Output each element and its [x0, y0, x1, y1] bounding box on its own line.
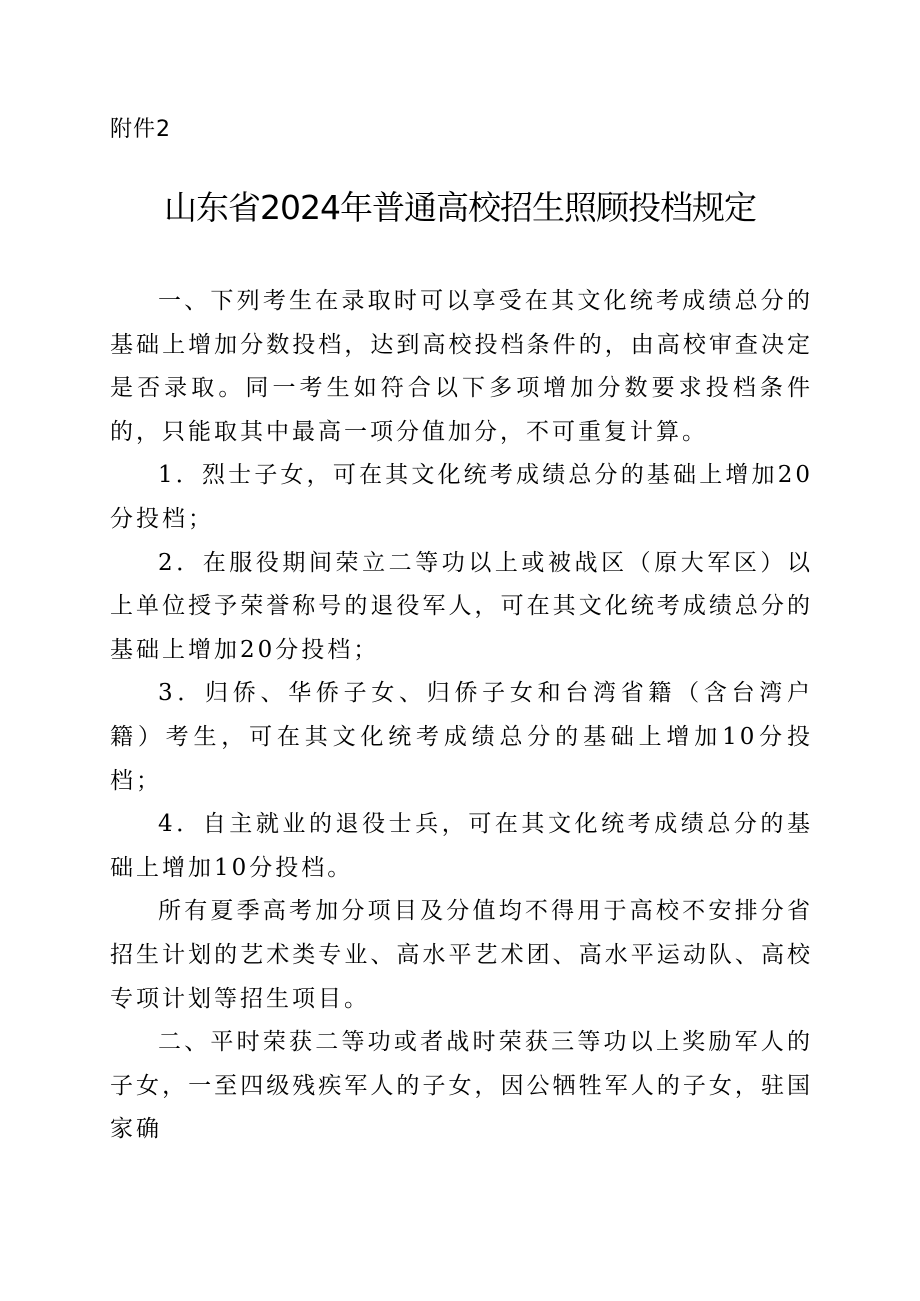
paragraph-section-one: 一、下列考生在录取时可以享受在其文化统考成绩总分的基础上增加分数投档，达到高校投档条件的，由高校审查决定是否录取。同一考生如符合以下多项增加分数要求投档条件的，只能取其中最高一项分值加分，不可重复计算。: [110, 288, 813, 445]
paragraph-section-two: 二、平时荣获二等功或者战时荣获三等功以上奖励军人的子女，一至四级残疾军人的子女，因公牺牲军人的子女，驻国家确: [110, 1029, 813, 1143]
document-body: [110, 280, 813, 1152]
paragraph-item-4: 4．自主就业的退役士兵，可在其文化统考成绩总分的基础上增加10分投档。: [110, 811, 813, 881]
attachment-label: 附件2: [110, 117, 171, 142]
paragraph-note: 所有夏季高考加分项目及分值均不得用于高校不安排分省招生计划的艺术类专业、高水平艺术团、高水平运动队、高校专项计划等招生项目。: [110, 898, 813, 1012]
paragraph-item-1: 1．烈士子女，可在其文化统考成绩总分的基础上增加20分投档；: [110, 462, 813, 532]
paragraph-item-3: 3．归侨、华侨子女、归侨子女和台湾省籍（含台湾户籍）考生，可在其文化统考成绩总分的基础上增加10分投档；: [110, 680, 813, 794]
document-title: 山东省2024年普通高校招生照顾投档规定: [164, 188, 756, 227]
paragraph-item-2: 2．在服役期间荣立二等功以上或被战区（原大军区）以上单位授予荣誉称号的退役军人，可在其文化统考成绩总分的基础上增加20分投档；: [110, 549, 813, 663]
